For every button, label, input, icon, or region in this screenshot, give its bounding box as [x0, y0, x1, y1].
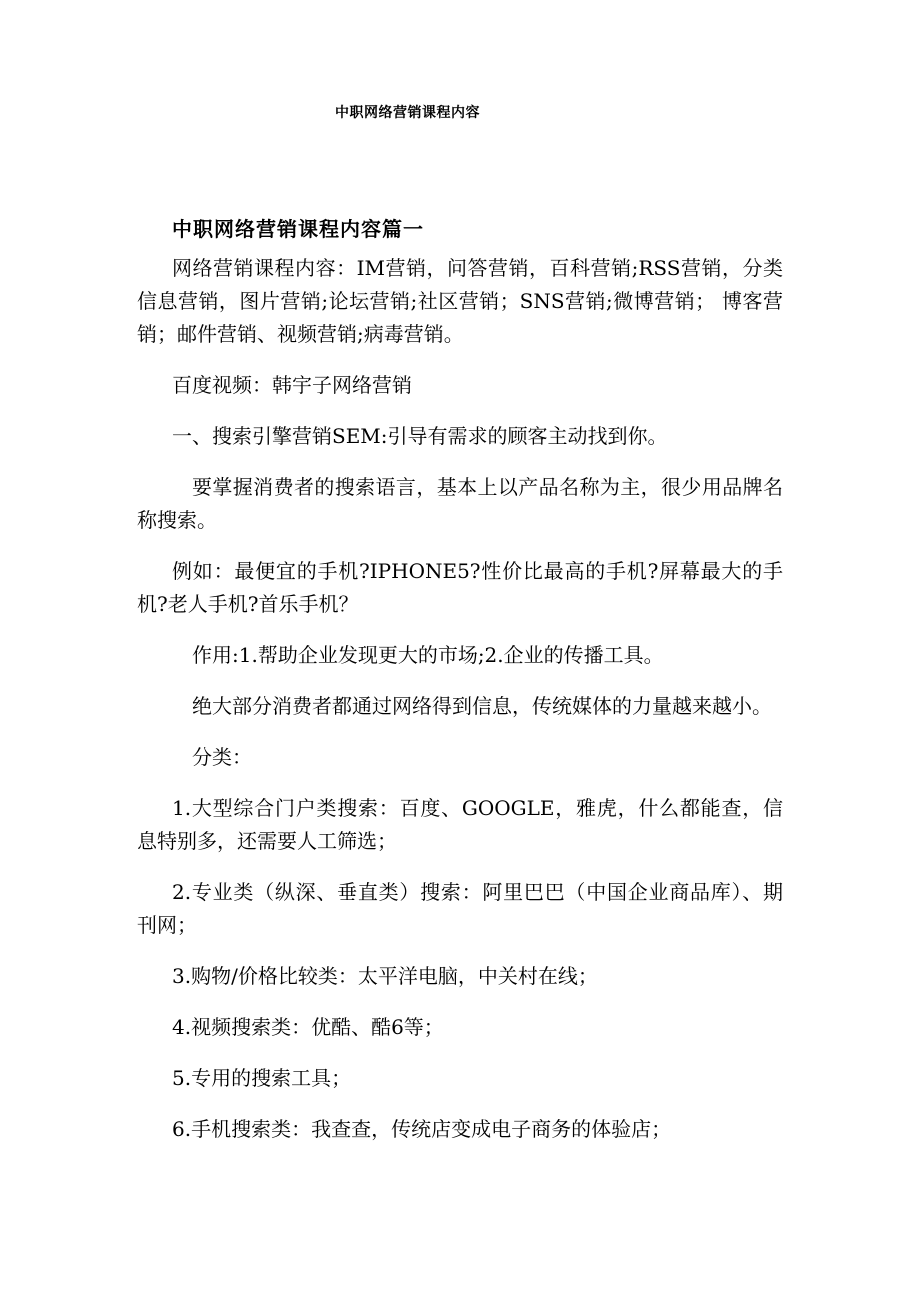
paragraph-function: 作用:1.帮助企业发现更大的市场;2.企业的传播工具。	[192, 643, 664, 667]
list-item-portal-search: 1.大型综合门户类搜索：百度、GOOGLE，雅虎，什么都能查，信息特别多，还需要人工筛选；	[137, 796, 783, 853]
list-item-price-compare: 3.购物/价格比较类：太平洋电脑，中关村在线；	[172, 964, 598, 988]
paragraph-example: 例如：最便宜的手机?IPHONE5?性价比最高的手机?屏幕最大的手机?老人手机?首乐手机？	[137, 559, 783, 616]
section-title: 中职网络营销课程内容篇一	[172, 217, 424, 241]
list-item-video-search: 4.视频搜索类：优酷、酷6等；	[172, 1015, 444, 1039]
paragraph-consumers: 绝大部分消费者都通过网络得到信息，传统媒体的力量越来越小。	[192, 694, 772, 718]
paragraph-baidu-video: 百度视频：韩宇子网络营销	[172, 373, 412, 397]
list-item-special-tools: 5.专用的搜索工具；	[172, 1066, 352, 1090]
body-text	[137, 252, 783, 1164]
list-item-vertical-search: 2.专业类（纵深、垂直类）搜索：阿里巴巴（中国企业商品库）、期 刊网；	[137, 880, 783, 937]
paragraph-sem-heading: 一、搜索引擎营销SEM:引导有需求的顾客主动找到你。	[172, 424, 668, 448]
paragraph-categories-label: 分类：	[192, 745, 252, 769]
paragraph-course-content: 网络营销课程内容：IM营销，问答营销，百科营销;RSS营销，分类信息营销，图片营销;论坛营销;社区营销；SNS营销;微博营销； 博客营销；邮件营销、视频营销;病毒营销。	[137, 256, 783, 346]
list-item-mobile-search: 6.手机搜索类：我查查，传统店变成电子商务的体验店；	[172, 1117, 672, 1141]
paragraph-search-language: 要掌握消费者的搜索语言，基本上以产品名称为主，很少用品牌名称搜索。	[137, 475, 783, 532]
running-header: 中职网络营销课程内容	[335, 105, 480, 121]
